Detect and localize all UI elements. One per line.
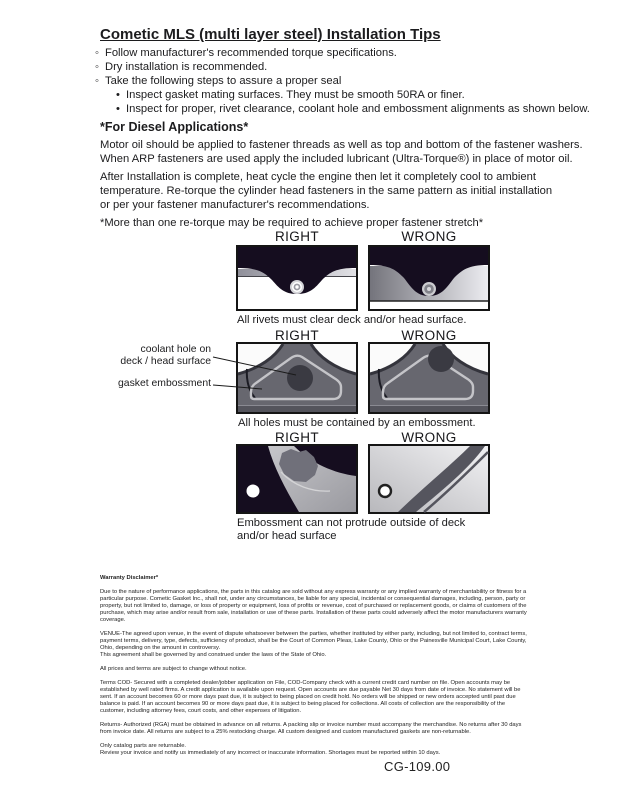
right-label: RIGHT (275, 328, 319, 343)
paragraph-line: After Installation is complete, heat cycle the engine then let it completely cool to ambient (100, 171, 536, 183)
protrusion-caption (237, 517, 465, 543)
protrusion-right-diagram (236, 444, 358, 514)
disclaimer-paragraph: Terms COD- Secured with a completed dealer/jobber application on File, COD-Company check with a current credit card number on file. Open accounts may be established by well rated firms. A credit application is available upon request. Open accounts are due payable Net 30 days from date of invoice. No statement will be sent. If an account becomes 60 or more days past due, it is subject to being placed on credit hold. No orders will be shipped or new orders accepted until past due balance is paid. If an account becomes 90 or more days past due, it is subject to being placed for collections. All costs of collection are the responsibility of the customer, including attorney fees, court costs, and other expenses of litigation. (100, 680, 521, 714)
rivet-clearance-right-diagram (236, 245, 358, 311)
page-title: Cometic MLS (multi layer steel) Installation Tips (100, 26, 441, 43)
wrong-label: WRONG (401, 229, 457, 244)
coolant-hole-label (95, 344, 211, 368)
rivet-caption: All rivets must clear deck and/or head surface. (237, 314, 467, 326)
coolant-hole-icon (287, 365, 313, 391)
page-code: CG-109.00 (384, 759, 451, 774)
retorque-note: *More than one re-torque may be required to achieve proper fastener stretch* (100, 217, 484, 229)
paragraph-line: temperature. Re-torque the cylinder head fasteners in the same pattern as initial installation (100, 185, 553, 197)
wrong-label: WRONG (401, 328, 457, 343)
diesel-heading: *For Diesel Applications* (100, 120, 249, 134)
disclaimer-paragraph: Only catalog parts are returnable. (100, 743, 187, 749)
warranty-disclaimer (100, 575, 530, 757)
disclaimer-paragraph: Review your invoice and notify us immediately of any incorrect or inaccurate information. Shortages must be reported within 10 days. (100, 750, 441, 756)
paragraph-line: or per your fastener manufacturer's recommendations. (100, 199, 370, 211)
coolant-hole-icon (428, 346, 454, 372)
sub-bullet-marker: • (116, 103, 120, 115)
disclaimer-paragraph: All prices and terms are subject to change without notice. (100, 666, 247, 672)
embossment-caption: All holes must be contained by an embossment. (238, 417, 476, 429)
paragraph-line: Motor oil should be applied to fastener threads as well as top and bottom of the fastener washers. (100, 139, 583, 151)
right-label: RIGHT (275, 229, 319, 244)
disclaimer-paragraph: Due to the nature of performance applications, the parts in this catalog are sold without any express warranty or any implied warranty of merchantability or fitness for a particular purpose. Cometic Gasket Inc., shall not, under any circumstances, be liable for any special, incidental or consequential damages, including, person, party or property, but not limited to, damage, or loss of property or equipment, loss of profits or revenue, cost of purchased or replacement goods, or claims of customers of the purchase, which may arise and/or result from sale, installation or use of these parts. Installation of these parts could adversely affect the motor manufacturers warranty coverage. (100, 589, 527, 623)
disclaimer-paragraph: Returns- Authorized (RGA) must be obtained in advance on all returns. A packing slip or invoice number must accompany the merchandise. No returns after 30 days from invoice date. All returns are subject to a 25% restocking charge. All custom designed and custom manufactured gaskets are non-returnable. (100, 722, 522, 735)
embossment-wrong-diagram (368, 342, 490, 414)
diagram-annotations (95, 344, 211, 390)
tip-text: Inspect gasket mating surfaces. They must be smooth 50RA or finer. (126, 89, 465, 101)
disclaimer-paragraph: VENUE-The agreed upon venue, in the event of dispute whatsoever between the parties, whether instituted by either party, including, but not limited to, contract terms, payment terms, delivery, type, defects, sufficiency of product, shall be the Court of Common Pleas, Lake County, Ohio or the Painesville Municipal Court, Lake County, Ohio, depending on the amount in controversy. (100, 631, 527, 651)
list-item (95, 60, 590, 74)
disclaimer-heading: Warranty Disclaimer* (100, 575, 159, 581)
gasket-embossment-label: gasket embossment (118, 378, 211, 389)
list-item (95, 102, 590, 116)
diesel-paragraph-2 (100, 170, 552, 212)
caption-line: Embossment can not protrude outside of deck (237, 517, 466, 529)
tip-text: Inspect for proper, rivet clearance, coolant hole and embossment alignments as shown below. (126, 103, 590, 115)
tip-text: Take the following steps to assure a proper seal (105, 75, 342, 87)
sub-bullet-marker: • (116, 89, 120, 101)
bolt-hole-icon (247, 485, 260, 498)
wrong-label: WRONG (401, 430, 457, 445)
right-label: RIGHT (275, 430, 319, 445)
embossment-right-diagram (236, 342, 358, 414)
tip-text: Follow manufacturer's recommended torque specifications. (105, 47, 397, 59)
diesel-paragraph-1 (100, 138, 583, 166)
bullet-marker: ◦ (95, 75, 99, 87)
caption-line: and/or head surface (237, 530, 337, 542)
tips-list (95, 46, 590, 116)
annotation-line: coolant hole on (140, 344, 211, 355)
bullet-marker: ◦ (95, 47, 99, 59)
disclaimer-paragraph: This agreement shall be governed by and construed under the laws of the State of Ohio. (100, 652, 327, 658)
rivet-clearance-wrong-diagram (368, 245, 490, 311)
paragraph-line: When ARP fasteners are used apply the included lubricant (Ultra-Torque®) in place of motor oil. (100, 153, 573, 165)
list-item (95, 46, 590, 60)
protrusion-wrong-diagram (368, 444, 490, 514)
list-item (95, 74, 590, 88)
tip-text: Dry installation is recommended. (105, 61, 268, 73)
bullet-marker: ◦ (95, 61, 99, 73)
annotation-line: deck / head surface (120, 356, 211, 367)
list-item (95, 88, 590, 102)
bolt-hole-icon (379, 485, 391, 497)
